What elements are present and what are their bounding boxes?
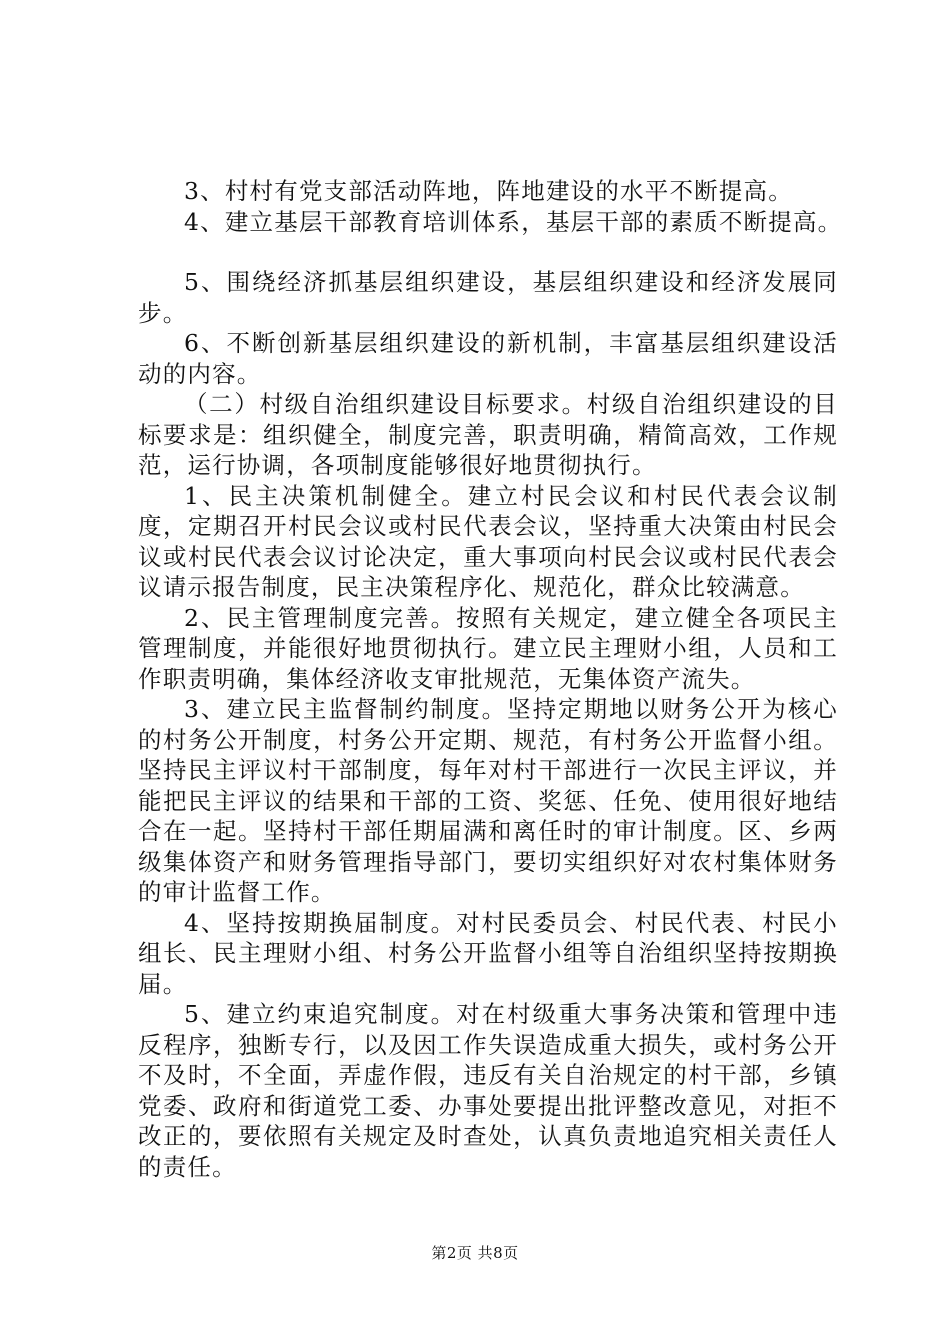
paragraph-spacer <box>138 237 838 267</box>
paragraph-supervision-system: 3、建立民主监督制约制度。坚持定期地以财务公开为核心的村务公开制度，村务公开定期、规范，有村务公开监督小组。坚持民主评议村干部制度，每年对村干部进行一次民主评议，并能把民主评议的结果和干部的工资、奖惩、任免、使用很好地结合在一起。坚持村干部任期届满和离任时的审计制度。区、乡两级集体资产和财务管理指导部门，要切实组织好对农村集体财务的审计监督工作。 <box>138 695 838 906</box>
paragraph-management-system: 2、民主管理制度完善。按照有关规定，建立健全各项民主管理制度，并能很好地贯彻执行。建立民主理财小组，人员和工作职责明确，集体经济收支审批规范，无集体资产流失。 <box>138 603 838 693</box>
paragraph-term-election: 4、坚持按期换届制度。对村民委员会、村民代表、村民小组长、民主理财小组、村务公开监督小组等自治组织坚持按期换届。 <box>138 908 838 998</box>
paragraph-item-4-training-system: 4、建立基层干部教育培训体系，基层干部的素质不断提高。 <box>184 207 843 236</box>
paragraph-decision-mechanism: 1、民主决策机制健全。建立村民会议和村民代表会议制度，定期召开村民会议或村民代表会议，坚持重大决策由村民会议或村民代表会议讨论决定，重大事项向村民会议或村民代表会议请示报告制度，民主决策程序化、规范化，群众比较满意。 <box>138 481 838 601</box>
paragraph-item-3-activity-base: 3、村村有党支部活动阵地，阵地建设的水平不断提高。 <box>184 177 793 205</box>
paragraph-section-2-heading: （二）村级自治组织建设目标要求。村级自治组织建设的目标要求是：组织健全，制度完善，职责明确，精简高效，工作规范，运行协调，各项制度能够很好地贯彻执行。 <box>138 390 838 479</box>
paragraph-item-5-economy: 5、围绕经济抓基层组织建设，基层组织建设和经济发展同步。 <box>138 268 838 327</box>
page-number-footer: 第2页 共8页 <box>431 1244 519 1262</box>
paragraph-item-6-innovation: 6、不断创新基层组织建设的新机制，丰富基层组织建设活动的内容。 <box>138 329 838 388</box>
document-body <box>138 176 843 1182</box>
paragraph-accountability: 5、建立约束追究制度。对在村级重大事务决策和管理中违反程序，独断专行，以及因工作失误造成重大损失，或村务公开不及时，不全面，弄虚作假，违反有关自治规定的村干部，乡镇党委、政府和街道党工委、办事处要提出批评整改意见，对拒不改正的，要依照有关规定及时查处，认真负责地追究相关责任人的责任。 <box>138 1000 838 1181</box>
